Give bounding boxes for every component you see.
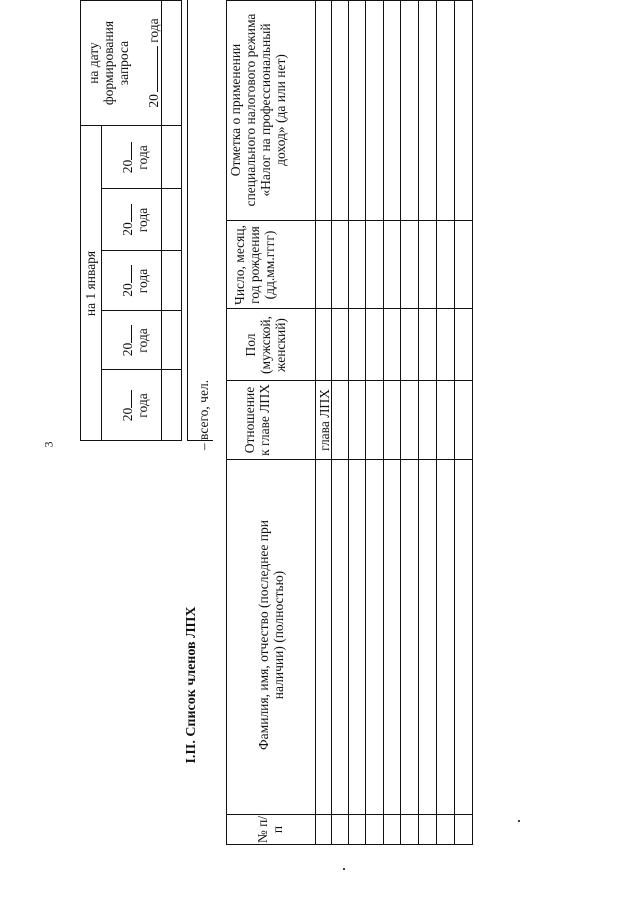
col-number-header: № п/п [255, 815, 286, 844]
col-fullname-header: Фамилия, имя, отчество (последнее при наличии) (полностью) [256, 520, 287, 750]
first-row-relation: глава ЛПХ [317, 389, 332, 451]
col-gender-header: Пол (мужской, женский) [243, 316, 289, 374]
year-cell-5: 20 года [120, 126, 150, 189]
total-members-label: – всего, чел. [196, 379, 211, 451]
scan-speck [343, 868, 345, 870]
jan-first-header: на 1 января [83, 250, 98, 317]
year-cell-3: 20 года [120, 251, 150, 311]
col-relation-header: Отношение к главе ЛПХ [242, 384, 273, 456]
year-cell-1: 20 года [120, 370, 150, 441]
section-title: I.II. Список членов ЛПХ [184, 606, 199, 764]
request-date-header: на дату формирования запроса [86, 20, 132, 106]
col-npd-header: Отметка о применении специального налогового режима «Налог на профессиональный доход» (да или нет) [228, 13, 289, 207]
year-cell-2: 20 года [120, 311, 150, 370]
year-cell-4: 20 года [120, 189, 150, 251]
scan-speck [518, 820, 520, 822]
col-birthdate-header: Число, месяц, год рождения (дд.мм.гггг) [232, 225, 278, 305]
page-number: 3 [41, 441, 56, 448]
request-date-year: 20 года [146, 18, 161, 108]
